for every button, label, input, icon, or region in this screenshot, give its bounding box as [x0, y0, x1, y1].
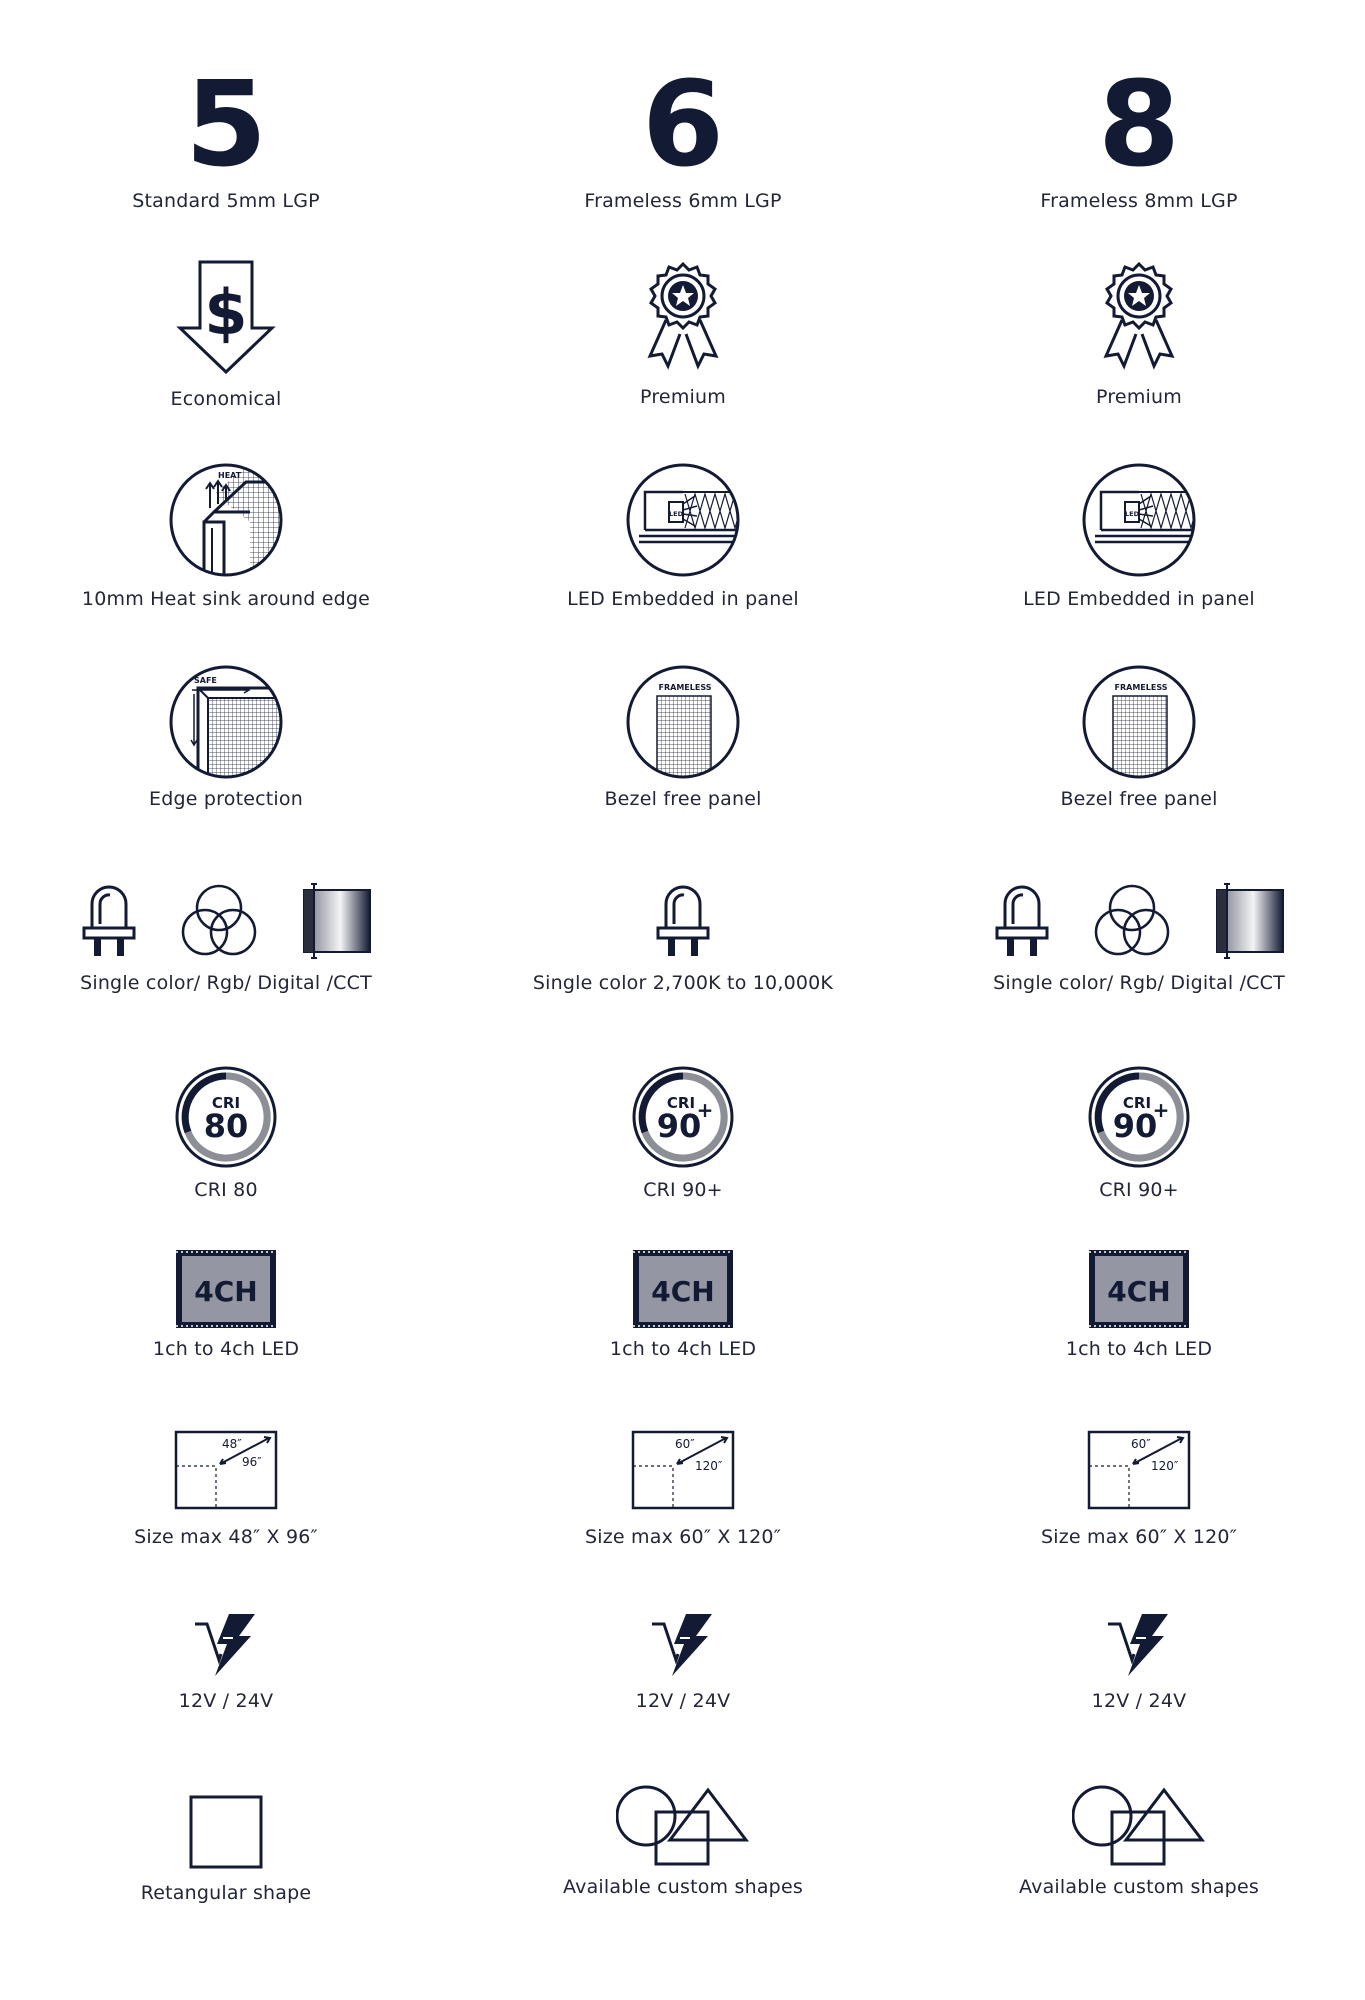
- edge-safe-icon: [168, 664, 284, 780]
- channel-label: 1ch to 4ch LED: [609, 1338, 757, 1360]
- size-w-text: 60″: [1131, 1437, 1151, 1451]
- frameless-icon-text: FRAMELESS: [658, 683, 712, 692]
- edge-cell: [919, 462, 1359, 610]
- custom-shapes-icon: [616, 1784, 750, 1870]
- color-cell: [6, 880, 446, 994]
- size-label: Size max 60″ X 120″: [584, 1526, 781, 1548]
- edge-label: LED Embedded in panel: [567, 588, 799, 610]
- channel-label: 1ch to 4ch LED: [152, 1338, 300, 1360]
- protection-label: Bezel free panel: [604, 788, 762, 810]
- thickness-cell: [463, 55, 903, 212]
- voltage-bolt-icon: [650, 1614, 716, 1678]
- color-label: Single color/ Rgb/ Digital /CCT: [993, 972, 1285, 994]
- channel-cell: [463, 1248, 903, 1360]
- column-8mm: [919, 0, 1359, 2000]
- protection-label: Edge protection: [149, 788, 303, 810]
- protection-cell: [6, 664, 446, 810]
- heat-sink-icon: [168, 462, 284, 578]
- channel-4ch-icon: [174, 1248, 278, 1330]
- svg-text:$: $: [204, 276, 248, 349]
- edge-label: 10mm Heat sink around edge: [81, 588, 371, 610]
- channel-cell: [919, 1248, 1359, 1360]
- size-h-text: 120″: [1151, 1459, 1179, 1473]
- shape-cell: [463, 1784, 903, 1898]
- column-5mm: [6, 0, 446, 2000]
- size-label: Size max 48″ X 96″: [134, 1526, 318, 1548]
- award-ribbon-icon: [638, 262, 728, 374]
- cri-badge-icon: [174, 1065, 278, 1169]
- voltage-bolt-icon: [1106, 1614, 1172, 1678]
- tier-label: Economical: [170, 388, 282, 410]
- size-label: Size max 60″ X 120″: [1040, 1526, 1237, 1548]
- tier-label: Premium: [1096, 386, 1182, 408]
- channel-icon-text: 4CH: [194, 1275, 258, 1308]
- color-icons: [993, 880, 1285, 960]
- channel-icon-text: 4CH: [651, 1275, 715, 1308]
- cri-number: 90: [1112, 1107, 1158, 1145]
- shape-label: Available custom shapes: [1019, 1876, 1259, 1898]
- shape-cell: [919, 1784, 1359, 1898]
- channel-4ch-icon: [631, 1248, 735, 1330]
- tier-cell: [6, 258, 446, 410]
- shape-label: Retangular shape: [140, 1882, 312, 1904]
- dollar-down-arrow-icon: [176, 258, 276, 376]
- tier-cell: [463, 262, 903, 408]
- heat-icon-text: HEAT: [218, 471, 242, 480]
- cri-word: CRI: [1122, 1094, 1152, 1112]
- size-w-text: 48″: [222, 1437, 242, 1451]
- safe-icon-text: SAFE: [194, 676, 217, 685]
- cri-word: CRI: [211, 1094, 241, 1112]
- edge-cell: [463, 462, 903, 610]
- square-shape-icon: [188, 1794, 264, 1870]
- protection-cell: [463, 664, 903, 810]
- color-icons: [80, 880, 372, 960]
- channel-label: 1ch to 4ch LED: [1065, 1338, 1213, 1360]
- size-diagram-icon: [1087, 1430, 1191, 1510]
- cri-cell: [463, 1065, 903, 1201]
- thickness-label: Standard 5mm LGP: [132, 190, 320, 212]
- gradient-panel-icon: [300, 880, 372, 960]
- voltage-cell: [919, 1614, 1359, 1712]
- cri-badge-icon: [631, 1065, 735, 1169]
- led-embedded-icon: [625, 462, 741, 578]
- award-ribbon-icon: [1094, 262, 1184, 374]
- shape-label: Available custom shapes: [563, 1876, 803, 1898]
- size-h-text: 120″: [695, 1459, 723, 1473]
- led-icon-text: LED: [1125, 510, 1139, 518]
- thickness-number: 8: [1097, 55, 1181, 193]
- column-6mm: [463, 0, 903, 2000]
- color-label: Single color 2,700K to 10,000K: [532, 972, 834, 994]
- tier-label: Premium: [640, 386, 726, 408]
- thickness-label: Frameless 8mm LGP: [1040, 190, 1238, 212]
- channel-4ch-icon: [1087, 1248, 1191, 1330]
- edge-cell: [6, 462, 446, 610]
- cri-label: CRI 90+: [643, 1179, 723, 1201]
- tier-cell: [919, 262, 1359, 408]
- size-cell: [919, 1430, 1359, 1548]
- led-icon-text: LED: [669, 510, 683, 518]
- protection-cell: [919, 664, 1359, 810]
- cri-plus: +: [696, 1098, 714, 1122]
- led-embedded-icon: [1081, 462, 1197, 578]
- cri-label: CRI 90+: [1099, 1179, 1179, 1201]
- rgb-circles-icon: [178, 880, 260, 960]
- color-label: Single color/ Rgb/ Digital /CCT: [80, 972, 372, 994]
- cri-word: CRI: [666, 1094, 696, 1112]
- gradient-panel-icon: [1213, 880, 1285, 960]
- protection-label: Bezel free panel: [1060, 788, 1218, 810]
- size-h-text: 96″: [242, 1455, 262, 1469]
- thickness-label: Frameless 6mm LGP: [584, 190, 782, 212]
- led-bulb-icon: [993, 880, 1051, 960]
- size-w-text: 60″: [675, 1437, 695, 1451]
- rgb-circles-icon: [1091, 880, 1173, 960]
- thickness-number: 6: [641, 55, 725, 193]
- size-cell: [463, 1430, 903, 1548]
- edge-label: LED Embedded in panel: [1023, 588, 1255, 610]
- channel-cell: [6, 1248, 446, 1360]
- voltage-label: 12V / 24V: [635, 1690, 731, 1712]
- voltage-bolt-icon: [193, 1614, 259, 1678]
- cri-number: 80: [203, 1107, 249, 1145]
- thickness-number: 5: [184, 55, 268, 193]
- thickness-cell: [919, 55, 1359, 212]
- led-bulb-icon: [80, 880, 138, 960]
- size-diagram-icon: [174, 1430, 278, 1510]
- thickness-cell: [6, 55, 446, 212]
- size-cell: [6, 1430, 446, 1548]
- frameless-panel-icon: [625, 664, 741, 780]
- frameless-icon-text: FRAMELESS: [1114, 683, 1168, 692]
- size-diagram-icon: [631, 1430, 735, 1510]
- cri-plus: +: [1152, 1098, 1170, 1122]
- cri-label: CRI 80: [194, 1179, 258, 1201]
- color-cell: [919, 880, 1359, 994]
- cri-badge-icon: [1087, 1065, 1191, 1169]
- cri-cell: [919, 1065, 1359, 1201]
- shape-cell: [6, 1794, 446, 1904]
- cri-cell: [6, 1065, 446, 1201]
- voltage-cell: [463, 1614, 903, 1712]
- color-cell: [463, 880, 903, 994]
- frameless-panel-icon: [1081, 664, 1197, 780]
- voltage-cell: [6, 1614, 446, 1712]
- custom-shapes-icon: [1072, 1784, 1206, 1870]
- led-bulb-icon: [654, 880, 712, 960]
- voltage-label: 12V / 24V: [1091, 1690, 1187, 1712]
- cri-number: 90: [656, 1107, 702, 1145]
- channel-icon-text: 4CH: [1107, 1275, 1171, 1308]
- voltage-label: 12V / 24V: [178, 1690, 274, 1712]
